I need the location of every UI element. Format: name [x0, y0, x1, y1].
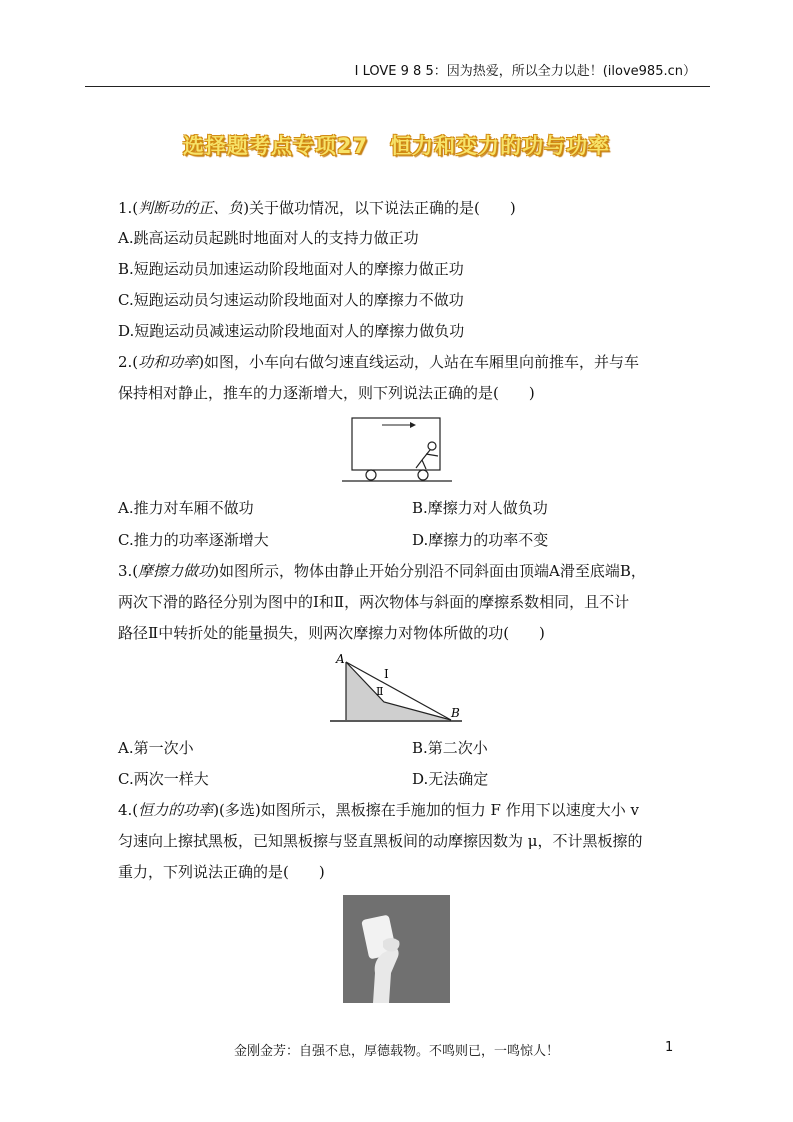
page-title — [0, 130, 793, 160]
hand-eraser-illustration — [343, 895, 450, 1003]
q2-option-c: C.推力的功率逐渐增大 — [118, 531, 269, 549]
q3-option-d: D.无法确定 — [412, 770, 489, 788]
page-header — [85, 60, 710, 87]
q2-option-d: D.摩擦力的功率不变 — [412, 531, 549, 549]
blackboard-eraser-photo — [343, 895, 450, 1003]
q1-option-b: B.短跑运动员加速运动阶段地面对人的摩擦力做正功 — [118, 260, 464, 278]
title-part1: 选择题考点专项27 — [182, 134, 369, 158]
page-footer: 金刚金芳：自强不息，厚德载物。不鸣则已，一鸣惊人！ — [233, 1044, 559, 1059]
velocity-arrowhead — [410, 422, 416, 428]
label-path2: Ⅱ — [376, 685, 384, 698]
q1-option-d: D.短跑运动员减速运动阶段地面对人的摩擦力做负功 — [118, 322, 465, 340]
q4-stem-line3: 重力，下列说法正确的是( ) — [118, 863, 325, 881]
page-number: 1 — [665, 1040, 674, 1055]
q2-tag: 功和功率 — [138, 353, 199, 371]
q3-stem-line1: 3.(摩擦力做功)如图所示，物体由静止开始分别沿不同斜面由顶端A滑至底端B， — [118, 562, 646, 580]
label-b: B — [451, 706, 460, 720]
q4-stem-line2: 匀速向上擦拭黑板，已知黑板擦与竖直黑板间的动摩擦因数为 μ，不计黑板擦的 — [118, 832, 643, 850]
q3-option-c: C.两次一样大 — [118, 770, 209, 788]
q4-tag: 恒力的功率 — [138, 801, 214, 819]
q1-tag: 判断功的正、负 — [138, 199, 244, 217]
q1-option-c: C.短跑运动员匀速运动阶段地面对人的摩擦力不做功 — [118, 291, 464, 309]
q3-tag: 摩擦力做功 — [138, 562, 214, 580]
q2-cart-figure — [338, 412, 456, 484]
q3-option-b: B.第二次小 — [412, 739, 488, 757]
label-a: A — [336, 652, 345, 666]
title-part2: 恒力和变力的功与功率 — [390, 134, 611, 158]
q3-stem-line2: 两次下滑的路径分别为图中的Ⅰ和Ⅱ，两次物体与斜面的摩擦系数相同，且不计 — [118, 593, 630, 611]
q3-stem-line3: 路径Ⅱ中转折处的能量损失，则两次摩擦力对物体所做的功( ) — [118, 624, 545, 642]
header-text: I LOVE 9 8 5：因为热爱，所以全力以赴！(ilove985.cn） — [354, 64, 696, 79]
q3-incline-figure — [326, 650, 466, 726]
cart-wheel-left — [366, 470, 376, 480]
pushing-person — [416, 442, 438, 469]
cart-wheel-right — [418, 470, 428, 480]
q2-stem-line2: 保持相对静止，推车的力逐渐增大，则下列说法正确的是( ) — [118, 384, 535, 402]
q1-stem: 1.(判断功的正、负)关于做功情况，以下说法正确的是( ) — [118, 199, 516, 217]
q1-option-a: A.跳高运动员起跳时地面对人的支持力做正功 — [118, 229, 419, 247]
q2-stem-line1: 2.(功和功率)如图，小车向右做匀速直线运动，人站在车厢里向前推车，并与车 — [118, 353, 640, 371]
q4-stem-line1: 4.(恒力的功率)(多选)如图所示，黑板擦在手施加的恒力 F 作用下以速度大小 v — [118, 801, 639, 819]
cart-body — [352, 418, 440, 470]
q3-option-a: A.第一次小 — [118, 739, 194, 757]
q2-option-b: B.摩擦力对人做负功 — [412, 499, 548, 517]
q2-option-a: A.推力对车厢不做功 — [118, 499, 254, 517]
label-path1: Ⅰ — [384, 667, 389, 681]
